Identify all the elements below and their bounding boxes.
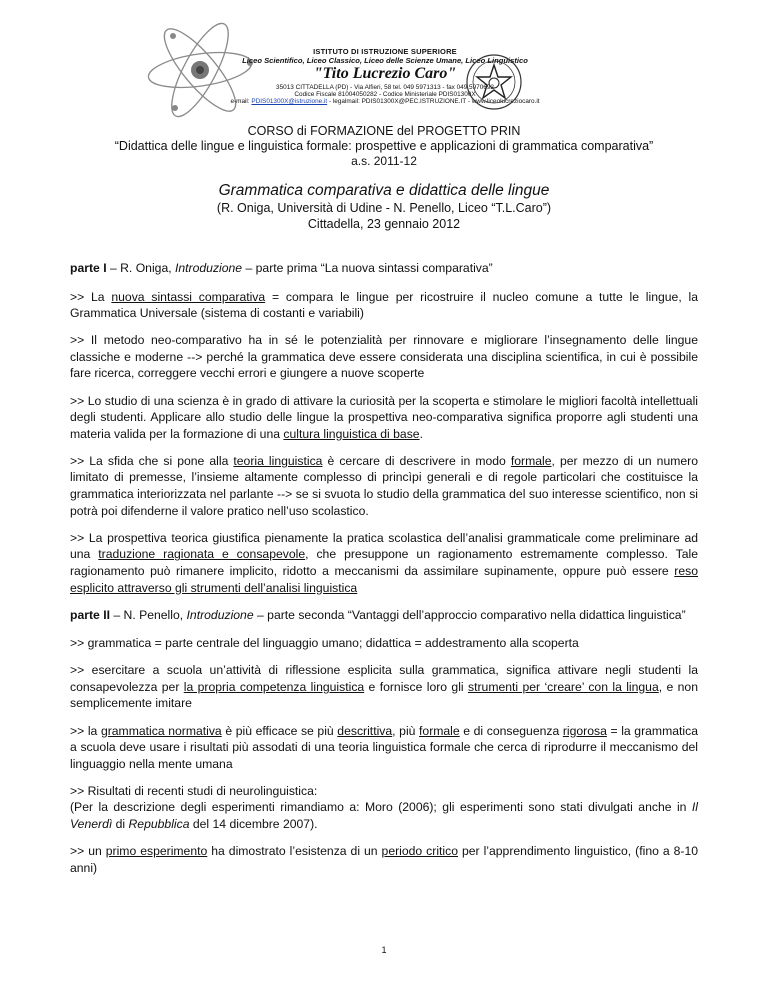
course-subtitle: “Didattica delle lingue e linguistica formale: prospettive e applicazioni di grammatica comparativa” (114, 139, 654, 153)
course-title: CORSO di FORMAZIONE del PROGETTO PRIN (247, 124, 521, 138)
part-2-heading: parte II – N. Penello, Introduzione – parte seconda “Vantaggi dell’approccio comparativo nella didattica linguistica” (70, 607, 686, 622)
paragraph-6: >> grammatica = parte centrale del linguaggio umano; didattica = addestramento alla scoperta (70, 636, 579, 651)
email-link[interactable]: PDIS01300X@istruzione.it (251, 98, 328, 106)
institute-name: ISTITUTO DI ISTRUZIONE SUPERIORE (313, 47, 457, 56)
school-address: 35013 CITTADELLA (PD) - Via Alfieri, 58 tel. 049 5971313 - fax 049 5970692 (276, 83, 494, 91)
paragraph-7: >> esercitare a scuola un’attività di riflessione esplicita sulla grammatica, significa attivare negli studenti la consapevolezza per la propria competenza linguistica e fornisce loro gli strumenti per ‘creare’ con la lingua, e non semplicemente imitare (70, 663, 698, 711)
school-codes: Codice Fiscale 81004050282 - Codice Ministeriale PDIS01300X (294, 91, 476, 99)
paragraph-5: >> La prospettiva teorica giustifica pienamente la pratica scolastica dell’analisi grammaticale come preliminare ad una traduzione ragionata e consapevole, che presuppone un ragionamento estremamente complesso. Tale ragionamento può rimanere implicito, ridotto a meccanismi da assimilare supinamente, oppure può essere reso esplicito attraverso gli strumenti dell’analisi linguistica (70, 530, 698, 595)
page-number: 1 (381, 945, 387, 955)
paragraph-9: >> Risultati di recenti studi di neurolinguistica: (Per la descrizione degli esperimenti rimandiamo a: Moro (2006); gli esperimenti sono stati divulgati anche in Il Venerdì di Repubblica del 14 dicembre 2007). (70, 783, 698, 832)
part-1-heading: parte I – R. Oniga, Introduzione – parte prima “La nuova sintassi comparativa” (70, 261, 493, 275)
website-text: - www.liceolucreziocaro.it (467, 98, 540, 106)
place-date: Cittadella, 23 gennaio 2012 (307, 217, 461, 231)
pec-label: - legalmail: (328, 98, 360, 106)
pec-address: PDIS01300X@PEC.ISTRUZIONE.IT (361, 98, 467, 106)
paragraph-8: >> la grammatica normativa è più efficace se più descrittiva, più formale e di conseguenza rigorosa = la grammatica a scuola deve usare i risultati più assodati di una teoria linguistica formale che cerca di riprodurre il meccanismo del linguaggio nella mente umana (70, 723, 698, 771)
paragraph-3: >> Lo studio di una scienza è in grado di attivare la curiosità per la scoperta e stimolare le migliori facoltà intellettuali degli studenti. Applicare allo studio delle lingue la prospettiva neo-comparativa significa proporre agli studenti una materia valida per la formazione di una cultura linguistica di base. (70, 393, 698, 441)
paragraph-10: >> un primo esperimento ha dimostrato l’esistenza di un periodo critico per l’apprendimento linguistico, (fino a 8-10 anni) (70, 844, 698, 875)
document-heading (70, 124, 698, 232)
school-name: "Tito Lucrezio Caro" (313, 65, 457, 83)
letterhead (0, 0, 768, 112)
document-title: Grammatica comparativa e didattica delle lingue (218, 182, 550, 199)
school-types: Liceo Scientifico, Liceo Classico, Liceo delle Scienze Umane, Liceo Linguistico (242, 55, 528, 65)
paragraph-2: >> Il metodo neo-comparativo ha in sé le potenzialità per rinnovare e migliorare l’insegnamento delle lingue classiche e moderne --> perché la grammatica deve essere considerata una disciplina scientifica, in cui è possibile fare ricerca, correggere vecchi errori e giungere a nuove scoperte (70, 333, 698, 381)
email-label: e-mail: (230, 98, 250, 106)
paragraph-4: >> La sfida che si pone alla teoria linguistica è cercare di descrivere in modo formale, per mezzo di un numero limitato di premesse, l’insieme altamente complesso di princìpi generali e di regole particolari che costituisce la grammatica interiorizzata nel parlante --> se si svuota lo studio della grammatica del suo interesse scientifico, non si potrà poi difenderne il valore pratico nell’uso scolastico. (70, 453, 699, 518)
school-year: a.s. 2011-12 (351, 154, 417, 168)
paragraph-1: >> La nuova sintassi comparativa = compara le lingue per ricostruire il nucleo comune a tutte le lingue, la Grammatica Universale (sistema di costanti e variabili) (70, 289, 698, 321)
italian-republic-emblem-icon (464, 52, 524, 112)
authors: (R. Oniga, Università di Udine - N. Penello, Liceo “T.L.Caro”) (216, 201, 552, 215)
document-body (70, 260, 698, 887)
